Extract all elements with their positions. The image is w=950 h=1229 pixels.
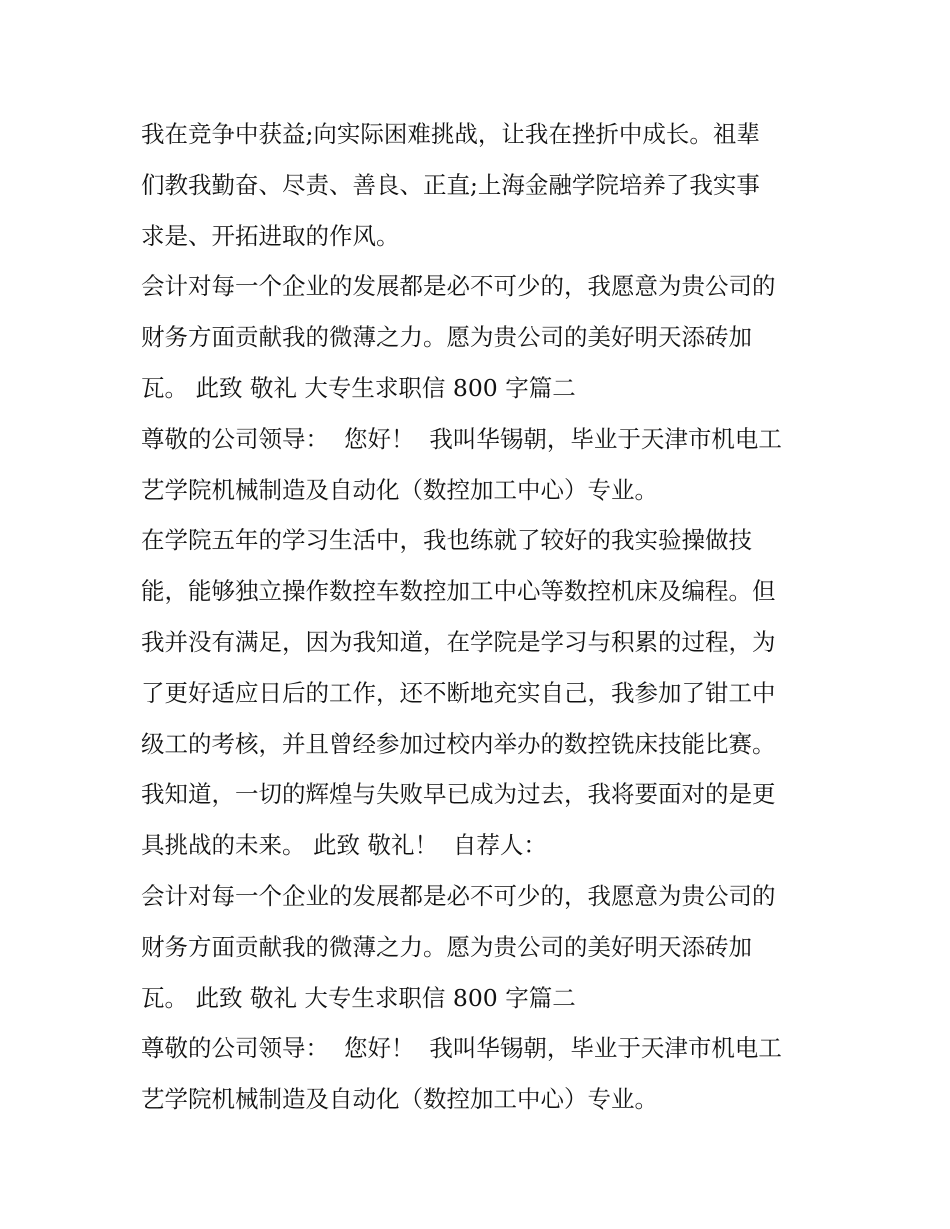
text-line: 我知道，一切的辉煌与失败早已成为过去，我将要面对的是更 [141, 780, 776, 809]
text-line: 会计对每一个企业的发展都是必不可少的，我愿意为贵公司的 [141, 881, 776, 910]
text-line: 艺学院机械制造及自动化（数控加工中心）专业。 [141, 475, 658, 504]
text-line: 我并没有满足，因为我知道，在学院是学习与积累的过程，为 [141, 627, 776, 656]
text-line: 们教我勤奋、尽责、善良、正直;上海金融学院培养了我实事 [141, 170, 760, 199]
text-line: 尊敬的公司领导： 您好！ 我叫华锡朝，毕业于天津市机电工 [141, 424, 782, 453]
text-line: 求是、开拓进取的作风。 [141, 221, 400, 250]
paragraph-2 [141, 261, 831, 413]
text-line: 能，能够独立操作数控车数控加工中心等数控机床及编程。但 [141, 577, 776, 606]
text-line: 瓦。 此致 敬礼 大专生求职信 800 字篇二 [141, 373, 576, 402]
text-line: 在学院五年的学习生活中，我也练就了较好的我实验操做技 [141, 526, 752, 555]
text-line: 我在竞争中获益;向实际困难挑战，让我在挫折中成长。祖辈 [141, 120, 760, 148]
text-line: 级工的考核，并且曾经参加过校内举办的数控铣床技能比赛。 [141, 729, 776, 758]
paragraph-6 [141, 1023, 831, 1125]
paragraph-3 [141, 414, 831, 516]
text-line: 财务方面贡献我的微薄之力。愿为贵公司的美好明天添砖加 [141, 932, 752, 961]
text-line: 具挑战的未来。 此致 敬礼！ 自荐人： [141, 831, 547, 860]
paragraph-5 [141, 871, 831, 1023]
text-line: 财务方面贡献我的微薄之力。愿为贵公司的美好明天添砖加 [141, 323, 752, 352]
text-line: 会计对每一个企业的发展都是必不可少的，我愿意为贵公司的 [141, 272, 776, 301]
document-body [141, 109, 831, 1125]
text-line: 艺学院机械制造及自动化（数控加工中心）专业。 [141, 1085, 658, 1114]
text-line: 了更好适应日后的工作，还不断地充实自己，我参加了钳工中 [141, 678, 776, 707]
text-line: 瓦。 此致 敬礼 大专生求职信 800 字篇二 [141, 983, 576, 1012]
paragraph-4 [141, 515, 831, 871]
text-line: 尊敬的公司领导： 您好！ 我叫华锡朝，毕业于天津市机电工 [141, 1034, 782, 1063]
paragraph-1 [141, 109, 831, 261]
